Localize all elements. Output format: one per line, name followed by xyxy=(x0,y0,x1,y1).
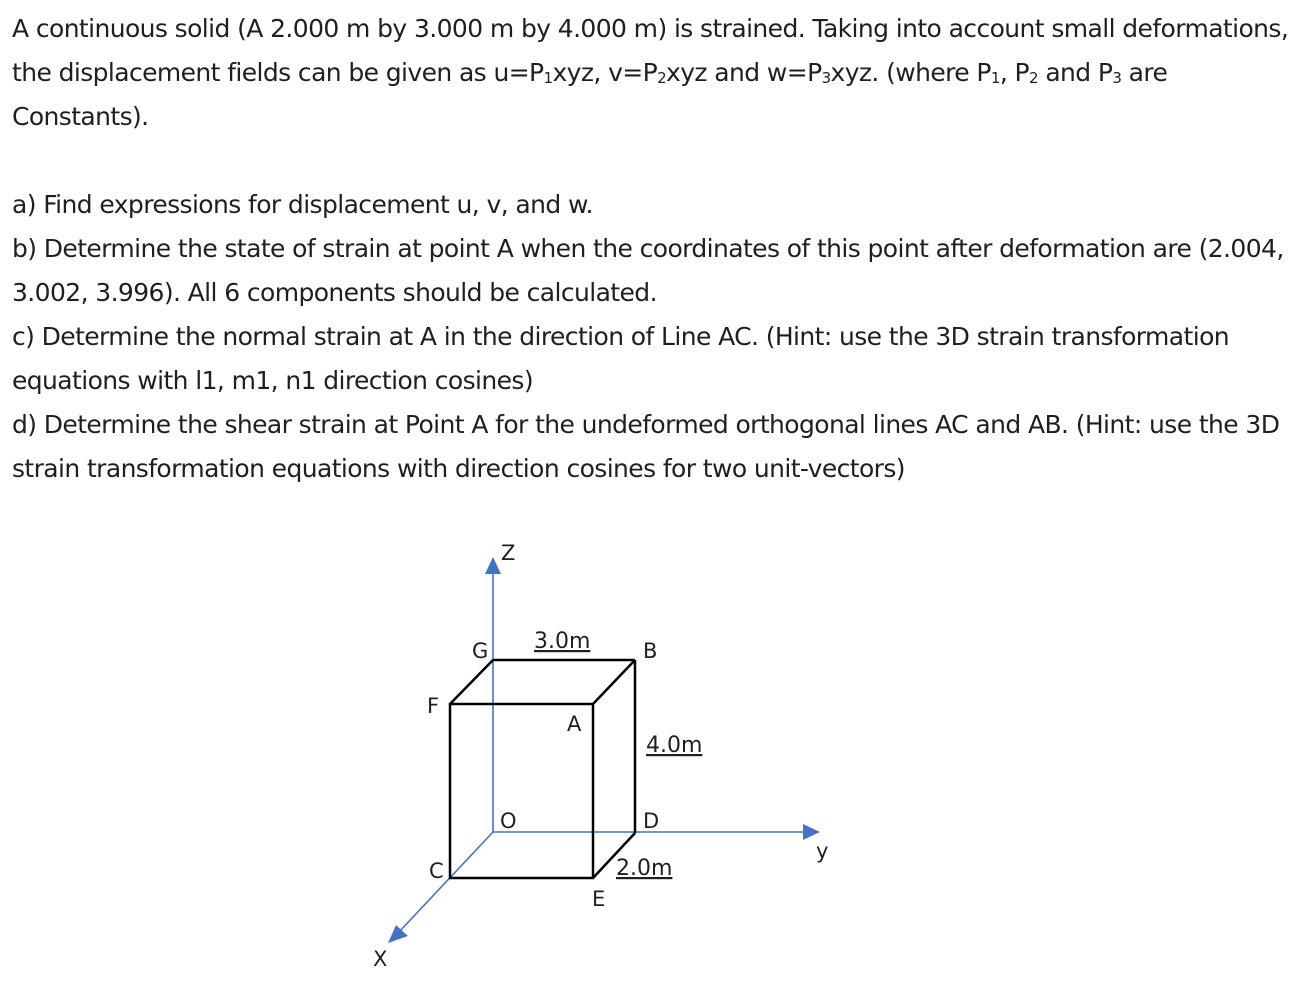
x-axis xyxy=(398,832,493,933)
point-c-label: C xyxy=(429,859,444,883)
edge-gf xyxy=(450,660,493,704)
intro-text-2: xyz, v=P xyxy=(552,58,658,87)
subscript-6: 3 xyxy=(1112,69,1122,87)
point-o-label: O xyxy=(500,809,517,833)
point-e-label: E xyxy=(592,887,606,911)
point-b-label: B xyxy=(643,639,658,663)
intro-text-6: and P xyxy=(1037,58,1113,87)
subscript-4: 1 xyxy=(990,69,1000,87)
edge-ba xyxy=(593,660,635,704)
y-axis-label: y xyxy=(816,839,829,863)
intro-text-3: xyz and w=P xyxy=(666,58,822,87)
depth-dimension: 2.0m xyxy=(616,856,673,881)
subscript-3: 3 xyxy=(821,69,831,87)
question-c: c) Determine the normal strain at A in the direction of Line AC. (Hint: use the 3D strain transformation equations with l1, m1, n1 direction cosines) xyxy=(12,322,1230,395)
question-a: a) Find expressions for displacement u, v, and w. xyxy=(12,190,593,219)
intro-text-4: xyz. (where P xyxy=(830,58,991,87)
y-axis-arrowhead xyxy=(803,824,820,840)
intro-text-1: A continuous solid (A 2.000 m by 3.000 m by 4.000 m) is strained. Taking into account small deformations, the displacement fields can be given as u=P xyxy=(12,14,1289,87)
z-axis-label: Z xyxy=(501,541,516,565)
point-f-label: F xyxy=(427,694,440,718)
subscript-1: 1 xyxy=(543,69,553,87)
point-a-label: A xyxy=(567,712,582,736)
question-d: d) Determine the shear strain at Point A for the undeformed orthogonal lines AC and AB. (Hint: use the 3D strain transformation equations with direction cosines for two unit-vectors) xyxy=(12,410,1280,483)
x-axis-label: X xyxy=(373,947,388,971)
x-axis-arrowhead xyxy=(388,925,408,943)
intro-text-7: are Constants). xyxy=(12,58,1168,131)
height-dimension: 4.0m xyxy=(646,733,703,758)
subscript-5: 2 xyxy=(1029,69,1038,87)
intro-text-5: , P xyxy=(999,58,1030,87)
width-dimension: 3.0m xyxy=(534,629,591,654)
z-axis-arrowhead xyxy=(485,557,501,574)
subscript-2: 2 xyxy=(657,69,667,87)
point-g-label: G xyxy=(472,639,489,663)
question-b: b) Determine the state of strain at point A when the coordinates of this point after deformation are (2.004, 3.002, 3.996). All 6 components should be calculated. xyxy=(12,234,1284,307)
point-d-label: D xyxy=(643,809,660,833)
